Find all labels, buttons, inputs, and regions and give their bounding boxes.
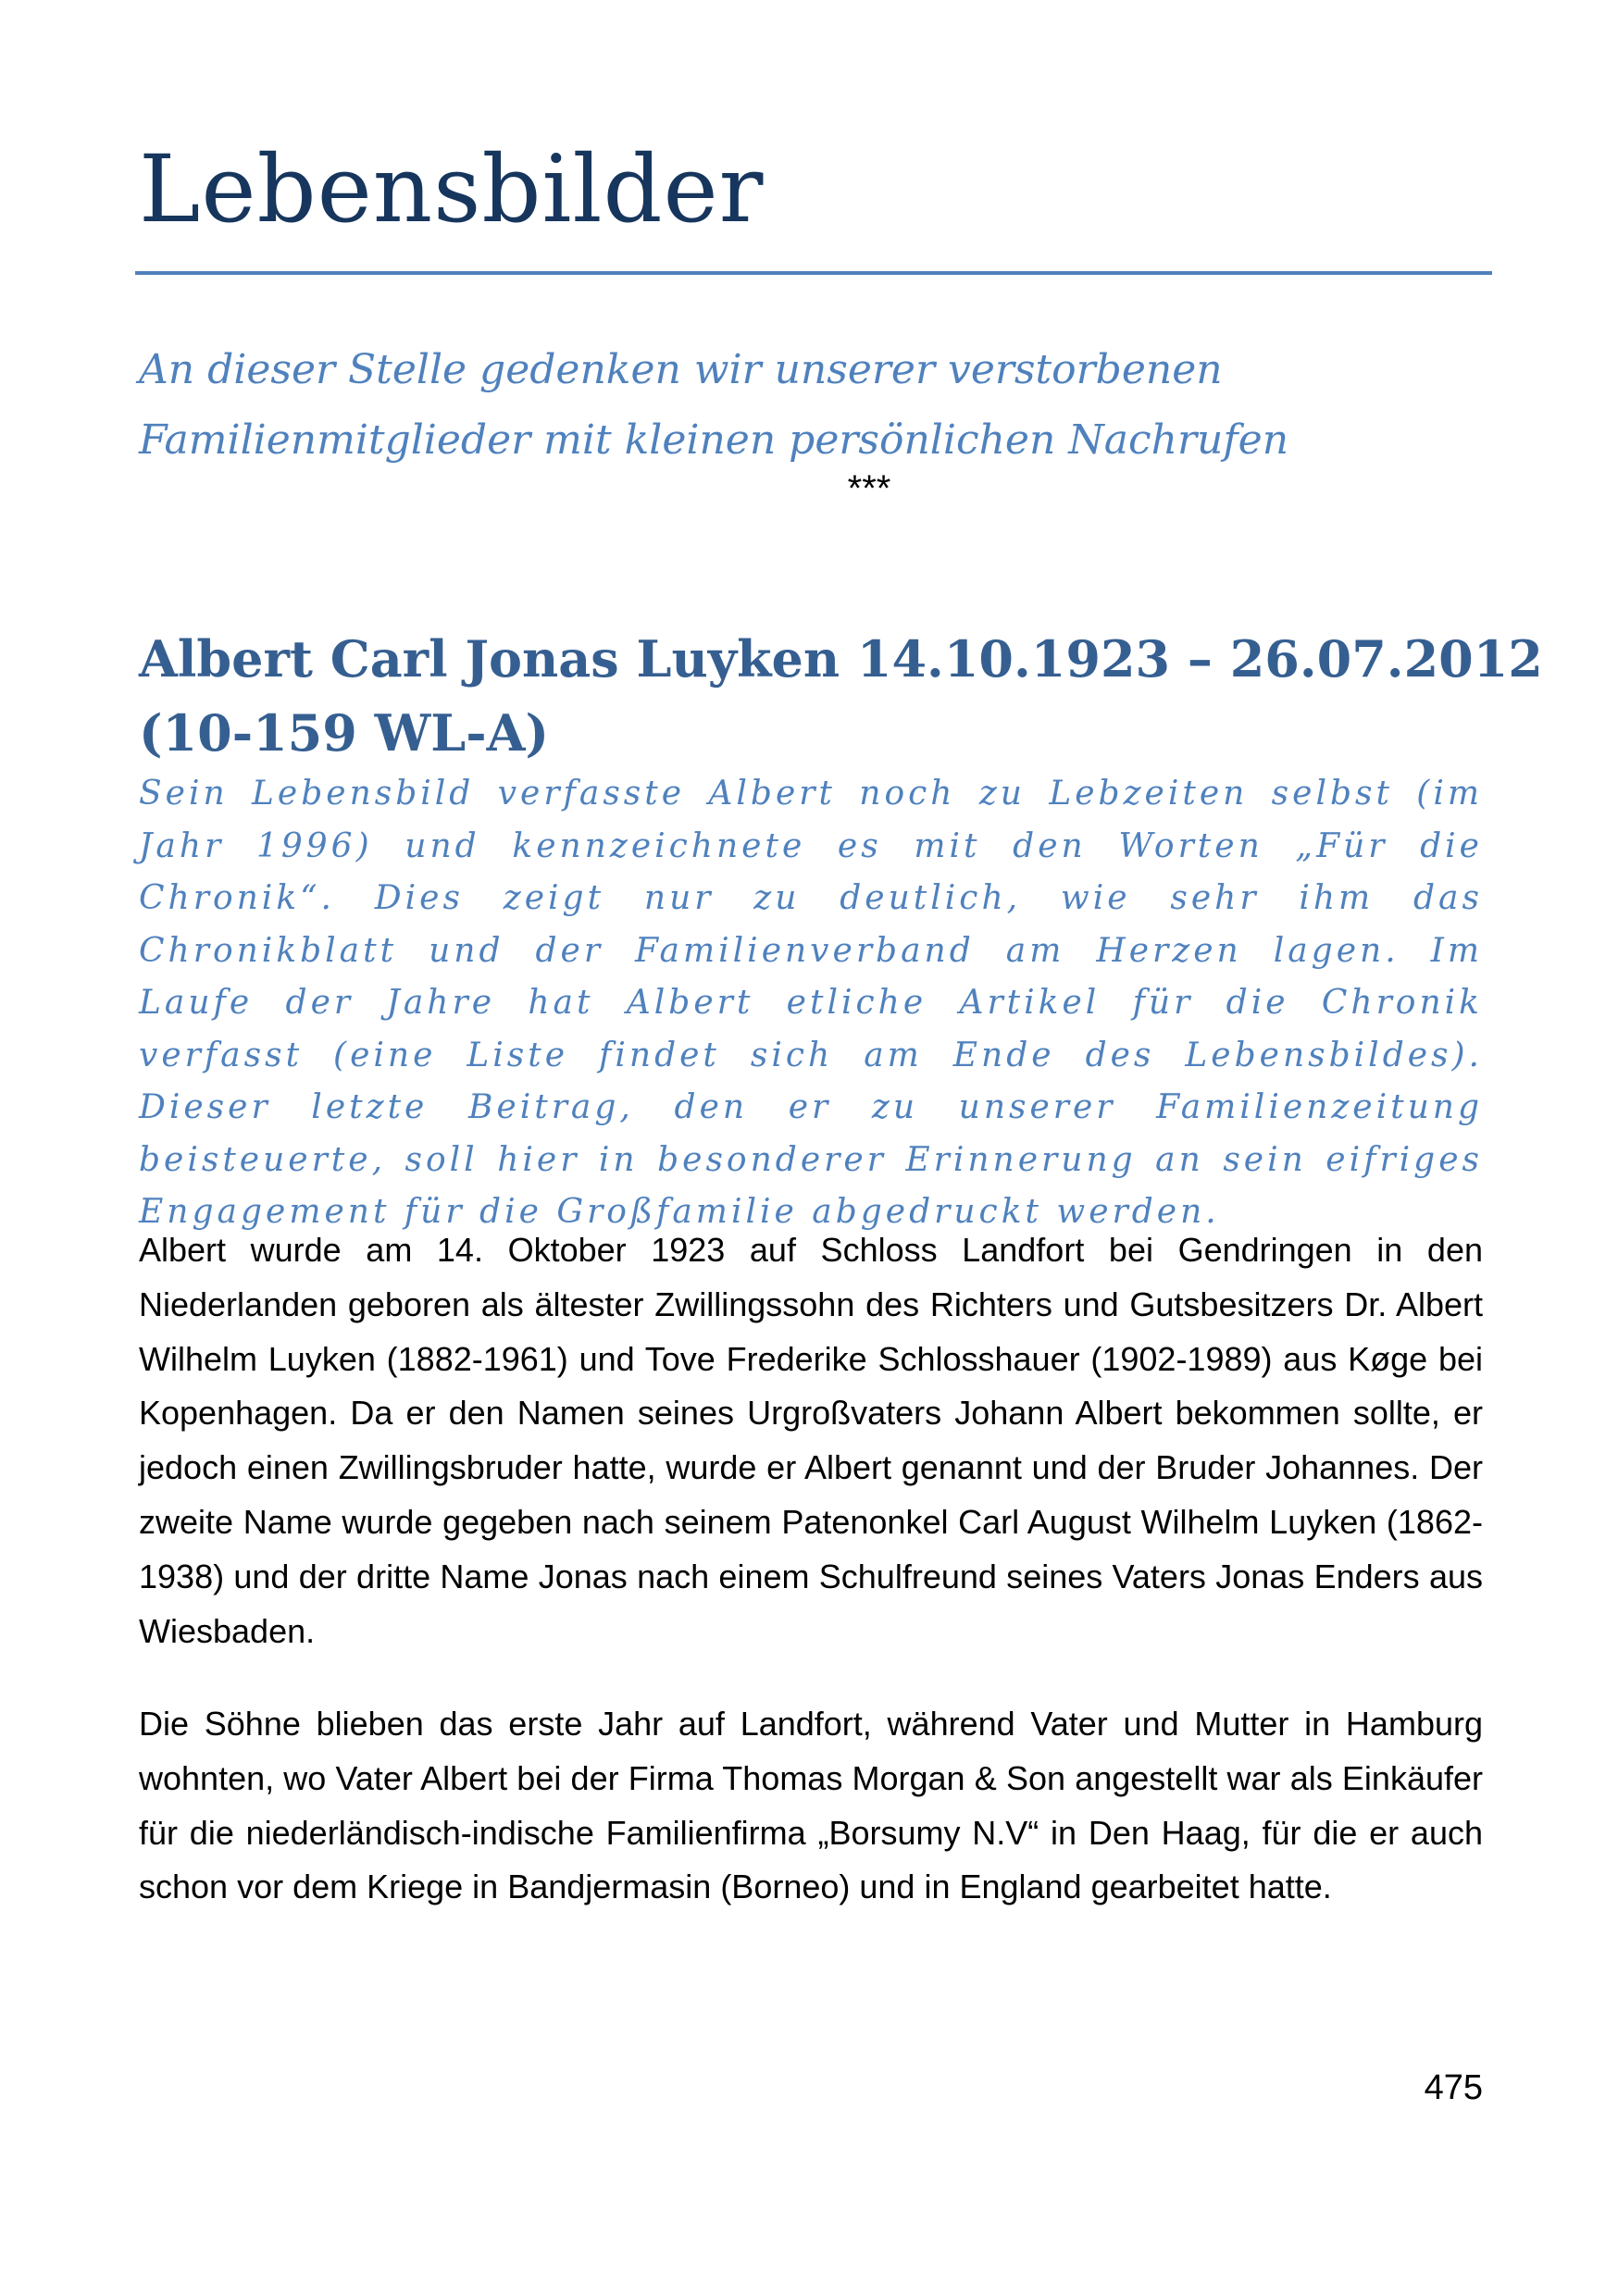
intro-line: Familienmitglieder mit kleinen persönlichen Nachrufen [139,416,1289,464]
body-paragraph: Die Söhne blieben das erste Jahr auf Landfort, während Vater und Mutter in Hamburg wohnten, wo Vater Albert bei der Firma Thomas Morgan & Son angestellt war als Einkäufer für die niederländisch-indische Familienfirma „Borsumy N.V“ in Den Haag, für die er auch schon vor dem Kriege in Bandjermasin (Borneo) und in England gearbeitet hatte. [139,1705,1483,1906]
editor-note: Sein Lebensbild verfasste Albert noch zu Lebzeiten selbst (im Jahr 1996) und kennzeichnete es mit den Worten „Für die Chronik“. Dies zeigt nur zu deutlich, wie sehr ihm das Chronikblatt und der Familienverband am Herzen lagen. Im Laufe der Jahre hat Albert etliche Artikel für die Chronik verfasst (eine Liste findet sich am Ende des Lebensbildes). Dieser letzte Beitrag, den er zu unserer Familienzeitung beisteuerte, soll hier in besonderer Erinnerung an sein eifriges Engagement für die Großfamilie abgedruckt werden. [139,775,1483,1231]
body-paragraph: Albert wurde am 14. Oktober 1923 auf Schloss Landfort bei Gendringen in den Niederlanden geboren als ältester Zwillingssohn des Richters und Gutsbesitzers Dr. Albert Wilhelm Luyken (1882-1961) und Tove Frederike Schlosshauer (1902-1989) aus Køge bei Kopenhagen. Da er den Namen seines Urgroßvaters Johann Albert bekommen sollte, er jedoch einen Zwillingsbruder hatte, wurde er Albert genannt und der Bruder Johannes. Der zweite Name wurde gegeben nach seinem Patenonkel Carl August Wilhelm Luyken (1862-1938) und der dritte Name Jonas nach einem Schulfreund seines Vaters Jonas Enders aus Wiesbaden. [139,1231,1483,1650]
obituary-heading [139,622,1543,770]
page-number: 475 [1424,2068,1483,2107]
page-title: Lebensbilder [139,135,765,243]
intro-text [139,335,1490,476]
title-divider [135,271,1492,275]
heading-reference: (10-159 WL-A) [139,703,550,763]
intro-line: An dieser Stelle gedenken wir unserer verstorbenen [139,346,1223,393]
section-separator: *** [847,468,891,509]
heading-name-dates: Albert Carl Jonas Luyken 14.10.1923 – 26.07.2012 [139,629,1543,689]
